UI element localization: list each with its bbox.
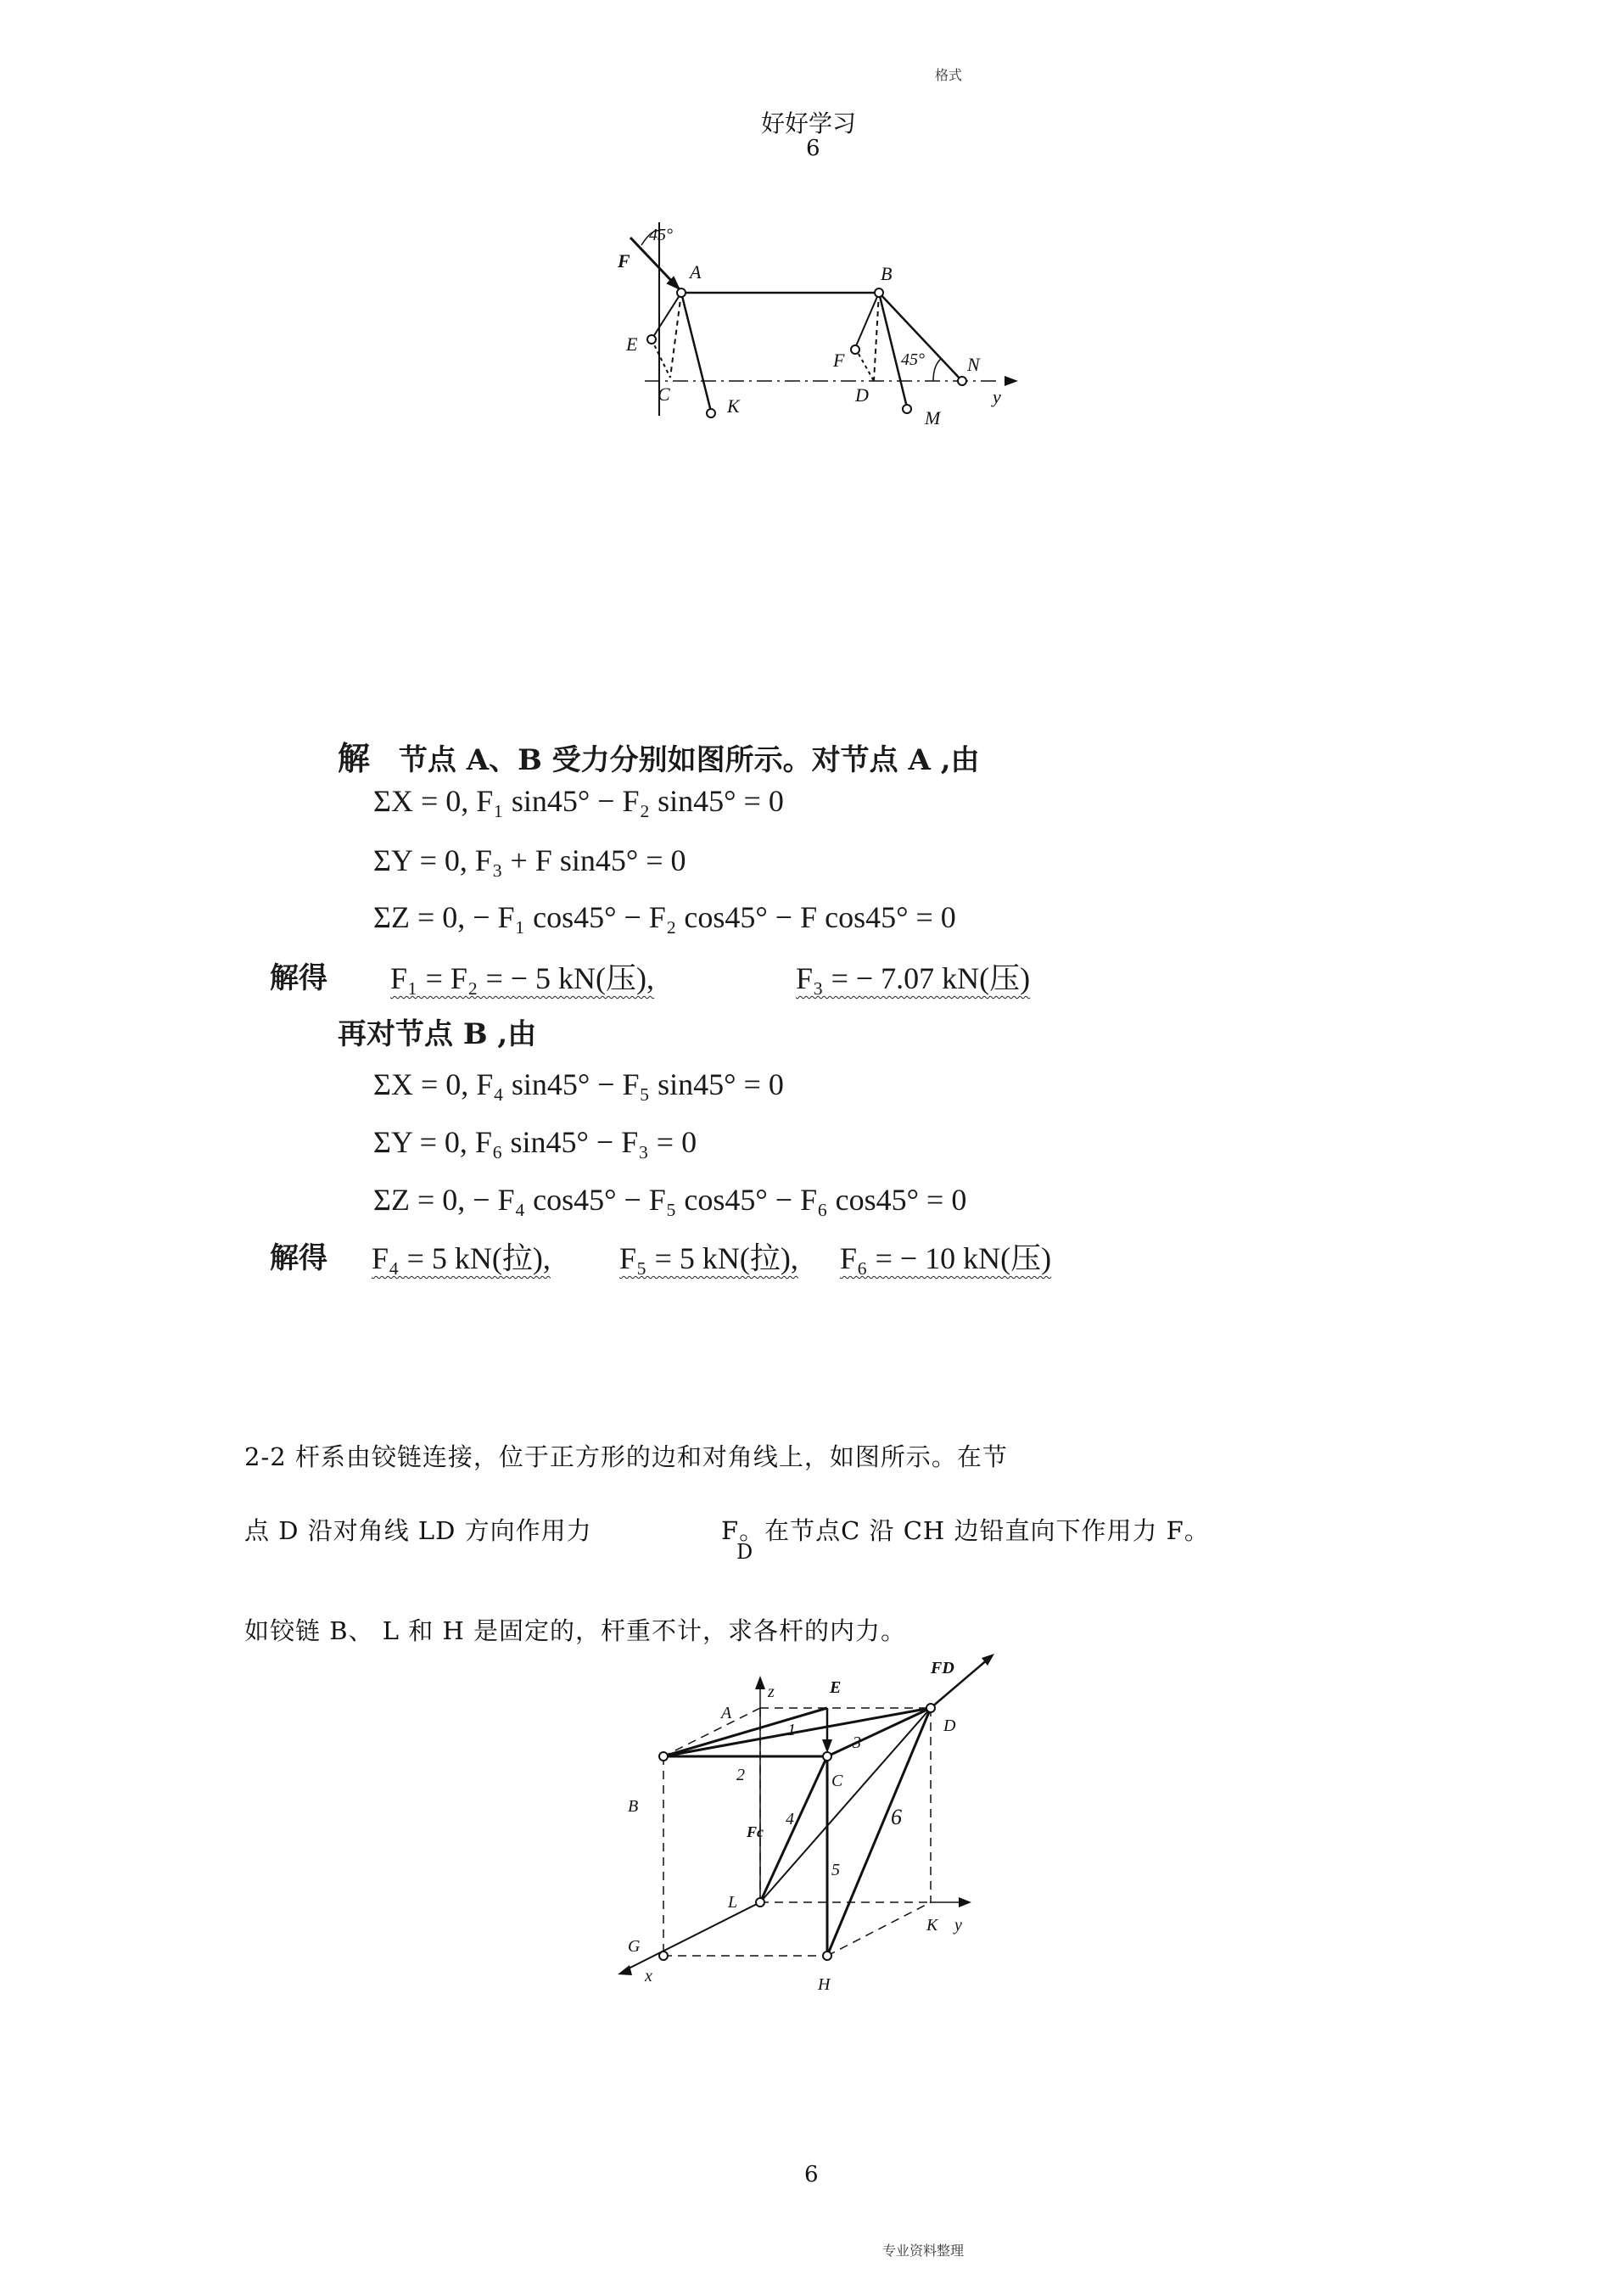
label-h: H (818, 1975, 831, 1994)
label-member-1: 1 (787, 1721, 796, 1739)
label-a-2: A (721, 1704, 732, 1722)
node-g-2 (659, 1952, 668, 1960)
label-d-2: D (943, 1716, 956, 1735)
node-m (903, 405, 911, 413)
label-e-2: E (830, 1678, 842, 1697)
label-member-5: 5 (831, 1861, 840, 1879)
solution-intro-bold: 解 (338, 739, 371, 777)
label-z: z (768, 1683, 775, 1701)
result-f5: F₅ = 5 kN(拉), (619, 1241, 798, 1275)
label-a: A (690, 261, 702, 283)
equation-sum-x-a: ΣX = 0, F₁ sin45° − F₂ sin45° = 0 (373, 784, 784, 818)
problem-line-1: 2-2 杆系由铰链连接，位于正方形的边和对角线上，如图所示。在节 (244, 1442, 1008, 1471)
label-member-2: 2 (736, 1766, 745, 1784)
footer-label: 专业资料整理 (882, 2243, 965, 2259)
label-y-2: y (954, 1916, 962, 1935)
node-a (677, 288, 686, 297)
label-45-b: 45° (901, 350, 925, 369)
label-y: y (993, 386, 1001, 407)
label-member-6: 6 (891, 1805, 902, 1829)
problem-line-2a: 点 D 沿对角线 LD 方向作用力 (244, 1516, 592, 1545)
node-k (707, 409, 715, 417)
solution-block (263, 725, 1145, 1311)
label-l: L (728, 1893, 738, 1912)
label-fc: Fc (747, 1823, 764, 1840)
node-b (875, 288, 883, 297)
label-member-3: 3 (853, 1733, 861, 1752)
equation-sum-x-b: ΣX = 0, F₄ sin45° − F₅ sin45° = 0 (373, 1067, 784, 1101)
equation-sum-y-a: ΣY = 0, F₃ + F sin45° = 0 (373, 843, 686, 877)
footer-page-number: 6 (804, 2162, 819, 2187)
label-d: D (855, 384, 869, 406)
label-force-f: F (618, 250, 630, 272)
solution-intro-text: 节点 A、B 受力分别如图所示。对节点 A ,由 (398, 743, 980, 777)
node-b-intro: 再对节点 B ,由 (338, 1017, 537, 1051)
label-member-4: 4 (786, 1810, 794, 1828)
label-m: M (925, 407, 941, 428)
label-b-2: B (628, 1797, 639, 1816)
equation-sum-z-b: ΣZ = 0, − F₄ cos45° − F₅ cos45° − F₆ cos45° = 0 (373, 1183, 967, 1217)
label-k: K (727, 395, 740, 417)
label-b: B (881, 263, 893, 284)
problem-line-2b: F。在节点C 沿 CH 边铅直向下作用力 F。 (721, 1516, 1210, 1545)
figure-cube-truss (611, 1650, 1010, 2011)
equation-sum-y-b: ΣY = 0, F₆ sin45° − F₃ = 0 (373, 1125, 697, 1159)
node-e (647, 335, 656, 344)
node-b-2 (659, 1752, 668, 1761)
label-e: E (626, 333, 638, 355)
header-page-number: 6 (806, 136, 820, 161)
problem-line-3: 如铰链 B、 L 和 H 是固定的，杆重不计，求各杆的内力。 (244, 1616, 906, 1645)
result-label-b: 解得 (270, 1241, 327, 1275)
label-45-a: 45° (649, 226, 673, 244)
header-format-label: 格式 (935, 67, 963, 83)
label-f: F (833, 350, 845, 371)
result-f3: F₃ = − 7.07 kN(压) (796, 961, 1031, 995)
label-c: C (658, 384, 670, 405)
node-f (851, 345, 859, 354)
figure-truss-1 (611, 216, 1027, 433)
result-f6: F₆ = − 10 kN(压) (840, 1241, 1052, 1275)
label-g: G (628, 1937, 641, 1956)
node-d-2 (926, 1704, 935, 1712)
label-k-2: K (926, 1916, 938, 1935)
equation-sum-z-a: ΣZ = 0, − F₁ cos45° − F₂ cos45° − F cos45° = 0 (373, 900, 956, 934)
result-label-a: 解得 (270, 961, 327, 995)
label-c-2: C (831, 1772, 843, 1790)
result-f1-f2: F₁ = F₂ = − 5 kN(压), (390, 961, 655, 995)
node-h-2 (823, 1952, 831, 1960)
label-n: N (967, 354, 980, 375)
node-c-2 (823, 1752, 831, 1761)
label-x: x (645, 1967, 652, 1985)
node-l-2 (756, 1898, 764, 1907)
label-fd: FD (931, 1659, 954, 1677)
problem-line-2-subscript: D (736, 1540, 753, 1564)
result-f4: F₄ = 5 kN(拉), (372, 1241, 551, 1275)
node-n (958, 377, 966, 385)
page-title: 好好学习 (761, 109, 857, 137)
